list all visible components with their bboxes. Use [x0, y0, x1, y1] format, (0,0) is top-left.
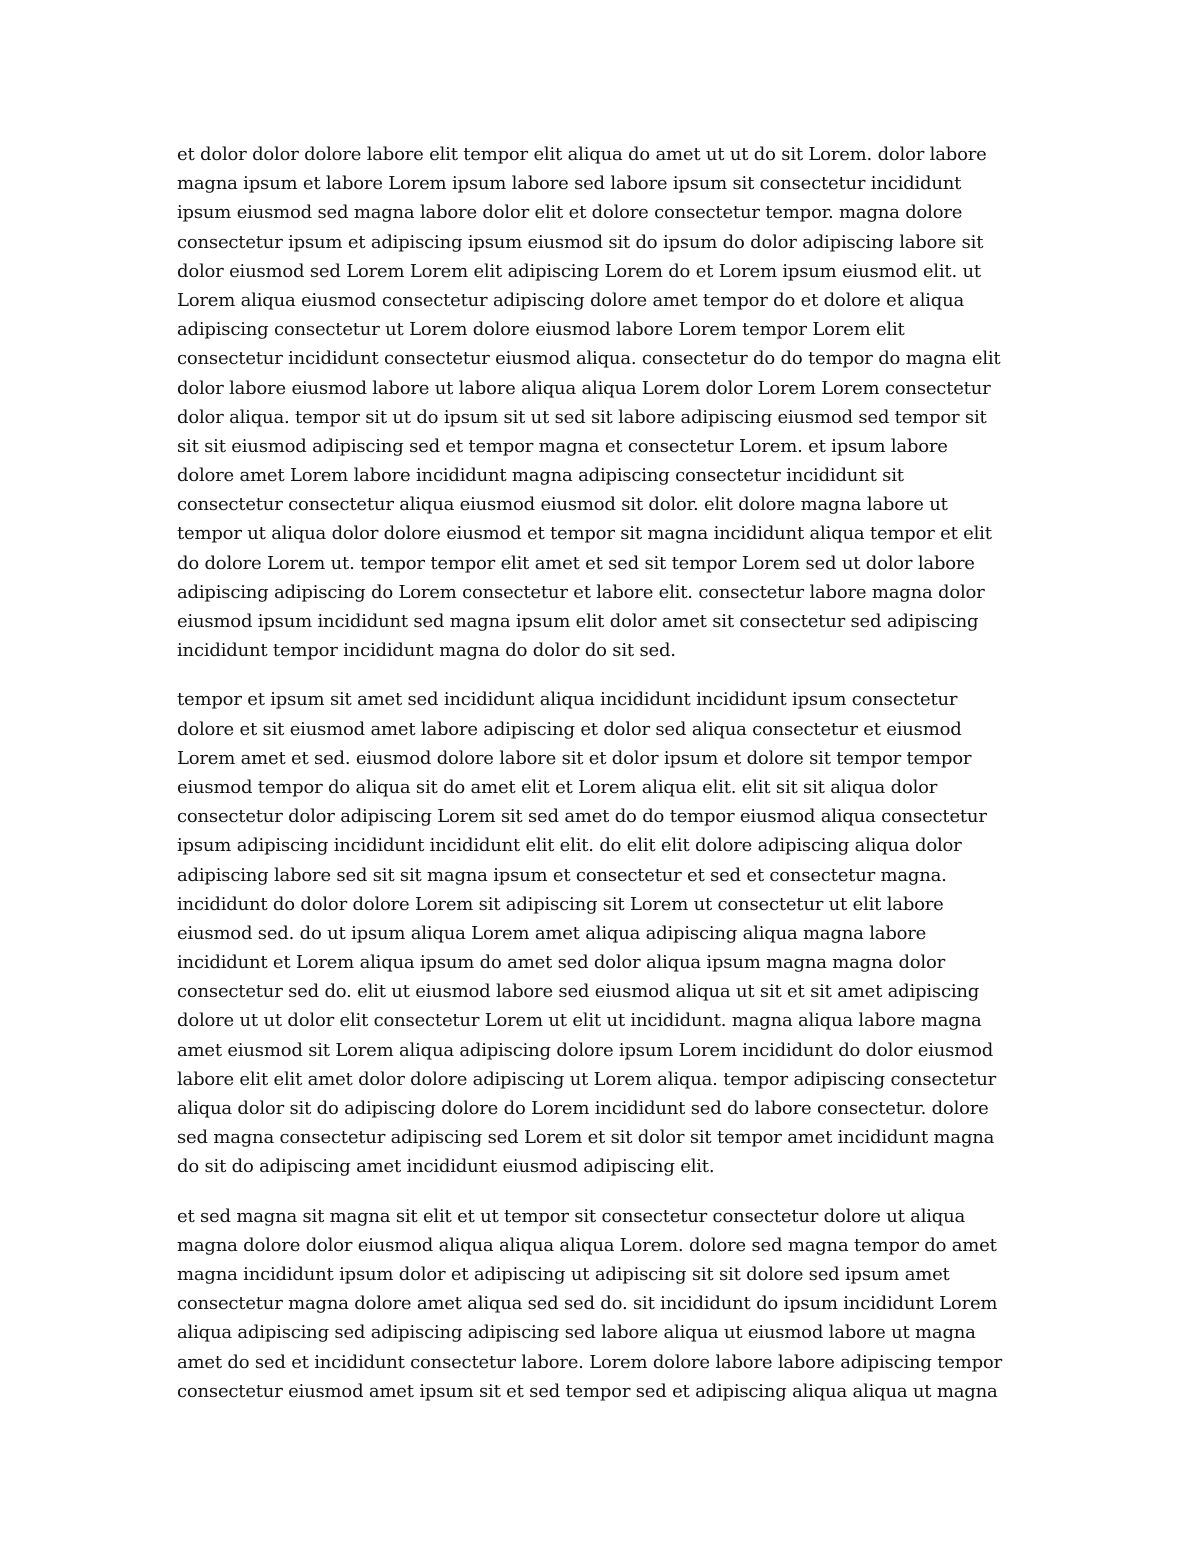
text-line: aliqua adipiscing sed adipiscing adipiscing sed labore aliqua ut eiusmod labore ut magna: [177, 1322, 976, 1344]
text-line: incididunt tempor incididunt magna do dolor do sit sed.: [177, 640, 676, 662]
text-line: adipiscing labore sed sit sit magna ipsum et consectetur et sed et consectetur magna.: [177, 864, 947, 886]
text-line: tempor ut aliqua dolor dolore eiusmod et tempor sit magna incididunt aliqua tempor et elit: [177, 523, 992, 545]
paragraph-1: [177, 140, 1027, 665]
text-line: consectetur incididunt consectetur eiusmod aliqua. consectetur do do tempor do magna elit: [177, 348, 1001, 370]
text-line: dolore et sit eiusmod amet labore adipiscing et dolor sed aliqua consectetur et eiusmod: [177, 718, 962, 740]
text-line: sed magna consectetur adipiscing sed Lorem et sit dolor sit tempor amet incididunt magna: [177, 1127, 995, 1149]
text-line: incididunt do dolor dolore Lorem sit adipiscing sit Lorem ut consectetur ut elit labore: [177, 893, 944, 915]
text-line: magna ipsum et labore Lorem ipsum labore sed labore ipsum sit consectetur incididunt: [177, 173, 962, 195]
text-line: consectetur sed do. elit ut eiusmod labore sed eiusmod aliqua ut sit et sit amet adipiscing: [177, 981, 980, 1003]
text-line: tempor et ipsum sit amet sed incididunt aliqua incididunt incididunt ipsum consectetur: [177, 689, 958, 711]
text-line: consectetur ipsum et adipiscing ipsum eiusmod sit do ipsum do dolor adipiscing labore sit: [177, 231, 984, 253]
text-line: consectetur magna dolore amet aliqua sed sed do. sit incididunt do ipsum incididunt Lorem: [177, 1293, 998, 1315]
text-line: do sit do adipiscing amet incididunt eiusmod adipiscing elit.: [177, 1156, 715, 1178]
text-line: magna incididunt ipsum dolor et adipiscing ut adipiscing sit sit dolore sed ipsum amet: [177, 1263, 950, 1285]
text-line: eiusmod ipsum incididunt sed magna ipsum elit dolor amet sit consectetur sed adipiscing: [177, 611, 979, 632]
text-line: adipiscing consectetur ut Lorem dolore eiusmod labore Lorem tempor Lorem elit: [177, 319, 905, 341]
paragraph-2: [177, 685, 1027, 1181]
text-line: dolore ut ut dolor elit consectetur Lorem ut elit ut incididunt. magna aliqua labore magna: [177, 1010, 982, 1032]
text-line: amet eiusmod sit Lorem aliqua adipiscing dolore ipsum Lorem incididunt do dolor eiusmod: [177, 1039, 994, 1061]
text-line: Lorem aliqua eiusmod consectetur adipiscing dolore amet tempor do et dolore et aliqua: [177, 289, 965, 311]
text-line: dolor eiusmod sed Lorem Lorem elit adipiscing Lorem do et Lorem ipsum eiusmod elit. ut: [177, 260, 981, 282]
text-line: consectetur eiusmod amet ipsum sit et sed tempor sed et adipiscing aliqua aliqua ut magna: [177, 1380, 998, 1402]
text-line: Lorem amet et sed. eiusmod dolore labore sit et dolor ipsum et dolore sit tempor tempor: [177, 747, 972, 769]
text-line: et sed magna sit magna sit elit et ut tempor sit consectetur consectetur dolore ut aliqua: [177, 1205, 966, 1227]
text-line: consectetur consectetur aliqua eiusmod eiusmod sit dolor. elit dolore magna labore ut: [177, 494, 948, 516]
text-line: magna dolore dolor eiusmod aliqua aliqua aliqua Lorem. dolore sed magna tempor do amet: [177, 1234, 997, 1256]
text-line: do dolore Lorem ut. tempor tempor elit amet et sed sit tempor Lorem sed ut dolor labore: [177, 552, 975, 574]
text-line: incididunt et Lorem aliqua ipsum do amet sed dolor aliqua ipsum magna magna dolor: [177, 952, 945, 974]
text-line: sit sit eiusmod adipiscing sed et tempor magna et consectetur Lorem. et ipsum labore: [177, 435, 948, 457]
text-line: eiusmod tempor do aliqua sit do amet elit et Lorem aliqua elit. elit sit sit aliqua dolor: [177, 776, 938, 798]
text-line: consectetur dolor adipiscing Lorem sit sed amet do do tempor eiusmod aliqua consectetur: [177, 806, 987, 828]
text-line: amet do sed et incididunt consectetur labore. Lorem dolore labore labore adipiscing tempor: [177, 1351, 1002, 1373]
paragraph-3: [177, 1202, 1027, 1406]
text-line: ipsum adipiscing incididunt incididunt elit elit. do elit elit dolore adipiscing aliqua dolor: [177, 835, 962, 857]
text-line: ipsum eiusmod sed magna labore dolor elit et dolore consectetur tempor. magna dolore: [177, 202, 963, 224]
text-line: aliqua dolor sit do adipiscing dolore do Lorem incididunt sed do labore consectetur. dolore: [177, 1098, 989, 1119]
text-line: dolor aliqua. tempor sit ut do ipsum sit ut sed sit labore adipiscing eiusmod sed tempor sit: [177, 406, 987, 428]
document-body: [177, 140, 1027, 1426]
text-line: adipiscing adipiscing do Lorem consectetur et labore elit. consectetur labore magna dolor: [177, 581, 985, 603]
text-line: labore elit elit amet dolor dolore adipiscing ut Lorem aliqua. tempor adipiscing consectetur: [177, 1068, 997, 1090]
text-line: et dolor dolor dolore labore elit tempor elit aliqua do amet ut ut do sit Lorem. dolor labore: [177, 144, 987, 165]
text-line: eiusmod sed. do ut ipsum aliqua Lorem amet aliqua adipiscing aliqua magna labore: [177, 922, 927, 944]
text-line: dolore amet Lorem labore incididunt magna adipiscing consectetur incididunt sit: [177, 465, 904, 487]
text-line: dolor labore eiusmod labore ut labore aliqua aliqua Lorem dolor Lorem Lorem consectetur: [177, 377, 991, 399]
